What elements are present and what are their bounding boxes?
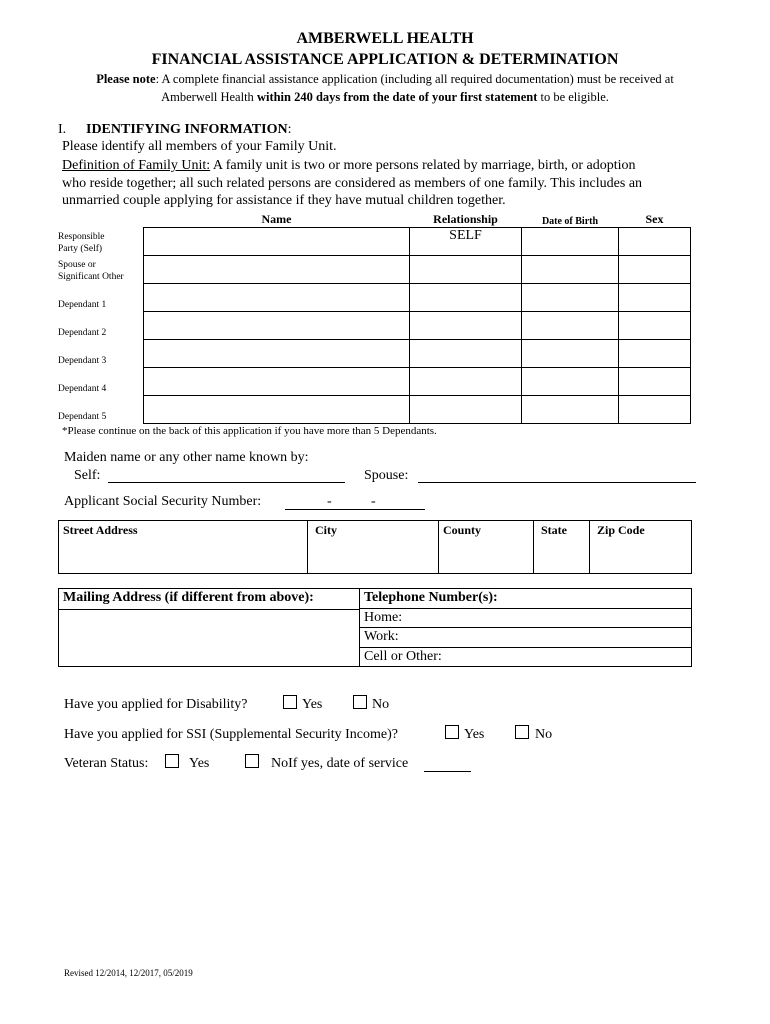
- dependant5-sex-field[interactable]: [619, 396, 691, 424]
- note-text1: : A complete financial assistance application (including all required documentation) must be received at: [155, 72, 674, 86]
- family-unit-definition-line3: unmarried couple applying for assistance if they have mutual children together.: [62, 193, 506, 208]
- header-street-address: Street Address: [63, 523, 138, 537]
- dependant3-dob-field[interactable]: [522, 340, 619, 368]
- spouse-relationship-field[interactable]: [410, 256, 522, 284]
- family-table-header: [58, 210, 691, 228]
- table-row: [58, 284, 691, 312]
- dependant2-sex-field[interactable]: [619, 312, 691, 340]
- eligibility-note: [40, 70, 730, 106]
- mailing-address-box[interactable]: [58, 588, 360, 667]
- dependant1-relationship-field[interactable]: [410, 284, 522, 312]
- spouse-sex-field[interactable]: [619, 256, 691, 284]
- header-zip-code: Zip Code: [597, 523, 645, 537]
- note-text2a: Amberwell Health: [161, 90, 257, 104]
- ssn-dash-1: -: [327, 494, 332, 509]
- telephone-label: Telephone Number(s):: [364, 590, 498, 605]
- mailing-address-label: Mailing Address (if different from above):: [63, 590, 314, 605]
- maiden-name-label: Maiden name or any other name known by:: [64, 450, 309, 465]
- veteran-question: Veteran Status:: [64, 756, 149, 771]
- family-unit-definition-line1: Definition of Family Unit: A family unit is two or more persons related by marriage, birth, or adoption: [62, 158, 636, 173]
- note-deadline: within 240 days from the date of your first statement: [256, 90, 538, 104]
- disability-question: Have you applied for Disability?: [64, 697, 248, 712]
- dependant5-relationship-field[interactable]: [410, 396, 522, 424]
- spouse-dob-field[interactable]: [522, 256, 619, 284]
- dependant3-name-field[interactable]: [144, 340, 410, 368]
- family-unit-instruction: Please identify all members of your Family Unit.: [62, 139, 337, 154]
- zip-code-field[interactable]: [590, 539, 691, 573]
- cell-phone-label: Cell or Other:: [364, 649, 442, 664]
- self-relationship-field[interactable]: SELF: [410, 228, 522, 256]
- veteran-no-label: NoIf yes, date of service: [271, 756, 409, 771]
- revision-date: Revised 12/2014, 12/2017, 05/2019: [64, 968, 193, 978]
- dependant3-relationship-field[interactable]: [410, 340, 522, 368]
- note-label: Please note: [96, 72, 156, 86]
- dependant1-name-field[interactable]: [144, 284, 410, 312]
- self-name-field[interactable]: [144, 228, 410, 256]
- section-number: I.: [58, 122, 67, 137]
- dependant4-sex-field[interactable]: [619, 368, 691, 396]
- dependant2-relationship-field[interactable]: [410, 312, 522, 340]
- dependant4-name-field[interactable]: [144, 368, 410, 396]
- dependant5-dob-field[interactable]: [522, 396, 619, 424]
- row-label-dependant-5: Dependant 5: [58, 411, 107, 422]
- maiden-self-field[interactable]: [108, 482, 345, 483]
- section-heading: IDENTIFYING INFORMATION:: [86, 122, 292, 137]
- home-phone-label: Home:: [364, 610, 403, 625]
- dependant1-dob-field[interactable]: [522, 284, 619, 312]
- county-field[interactable]: [439, 539, 533, 573]
- header-relationship: Relationship: [433, 212, 498, 226]
- telephone-box: [359, 588, 692, 667]
- table-row: [58, 368, 691, 396]
- veteran-yes-label: Yes: [189, 756, 210, 771]
- row-label-self: Responsible Party (Self): [58, 231, 105, 254]
- table-row: [58, 228, 691, 256]
- row-label-dependant-2: Dependant 2: [58, 327, 107, 338]
- form-title-line2: FINANCIAL ASSISTANCE APPLICATION & DETERMINATION: [151, 51, 619, 68]
- disability-yes-checkbox[interactable]: [283, 695, 297, 709]
- dependant2-name-field[interactable]: [144, 312, 410, 340]
- row-label-spouse: Spouse or Significant Other: [58, 259, 124, 282]
- spouse-name-field[interactable]: [144, 256, 410, 284]
- ssi-no-label: No: [535, 727, 553, 742]
- dependant1-sex-field[interactable]: [619, 284, 691, 312]
- header-date-of-birth: Date of Birth: [541, 216, 599, 227]
- city-field[interactable]: [308, 539, 438, 573]
- disability-yes-label: Yes: [302, 697, 323, 712]
- header-county: County: [443, 523, 482, 537]
- self-sex-field[interactable]: [619, 228, 691, 256]
- ssi-yes-label: Yes: [464, 727, 485, 742]
- family-unit-definition-line2: who reside together; all such related persons are considered as members of one family. This includes an: [62, 176, 643, 191]
- date-of-service-field[interactable]: [424, 771, 471, 772]
- address-table: [58, 520, 692, 574]
- table-row: [58, 340, 691, 368]
- ssn-label: Applicant Social Security Number:: [64, 494, 262, 509]
- ssn-field[interactable]: [285, 509, 425, 510]
- table-row: [58, 396, 691, 424]
- dependants-footnote: *Please continue on the back of this application if you have more than 5 Dependants.: [62, 425, 437, 437]
- header-state: State: [541, 523, 567, 537]
- row-label-dependant-1: Dependant 1: [58, 299, 107, 310]
- row-label-dependant-4: Dependant 4: [58, 383, 107, 394]
- veteran-no-checkbox[interactable]: [245, 754, 259, 768]
- ssi-yes-checkbox[interactable]: [445, 725, 459, 739]
- self-dob-field[interactable]: [522, 228, 619, 256]
- dependant5-name-field[interactable]: [144, 396, 410, 424]
- work-phone-label: Work:: [364, 629, 399, 644]
- header-city: City: [315, 523, 337, 537]
- veteran-yes-checkbox[interactable]: [165, 754, 179, 768]
- dependant2-dob-field[interactable]: [522, 312, 619, 340]
- ssi-no-checkbox[interactable]: [515, 725, 529, 739]
- maiden-self-label: Self:: [74, 468, 101, 483]
- maiden-spouse-field[interactable]: [418, 482, 696, 483]
- table-row: [58, 256, 691, 284]
- dependant4-relationship-field[interactable]: [410, 368, 522, 396]
- disability-no-label: No: [372, 697, 390, 712]
- ssi-question: Have you applied for SSI (Supplemental Security Income)?: [64, 727, 398, 742]
- dependant4-dob-field[interactable]: [522, 368, 619, 396]
- maiden-spouse-label: Spouse:: [364, 468, 409, 483]
- header-sex: Sex: [645, 212, 664, 226]
- dependant3-sex-field[interactable]: [619, 340, 691, 368]
- table-row: [58, 312, 691, 340]
- note-text2c: to be eligible.: [537, 90, 609, 104]
- disability-no-checkbox[interactable]: [353, 695, 367, 709]
- ssn-dash-2: -: [371, 494, 376, 509]
- family-members-table: [58, 210, 691, 424]
- street-address-field[interactable]: [59, 539, 307, 573]
- form-title-line1: AMBERWELL HEALTH: [296, 30, 474, 47]
- row-label-dependant-3: Dependant 3: [58, 355, 107, 366]
- state-field[interactable]: [534, 539, 589, 573]
- header-name: Name: [261, 212, 292, 226]
